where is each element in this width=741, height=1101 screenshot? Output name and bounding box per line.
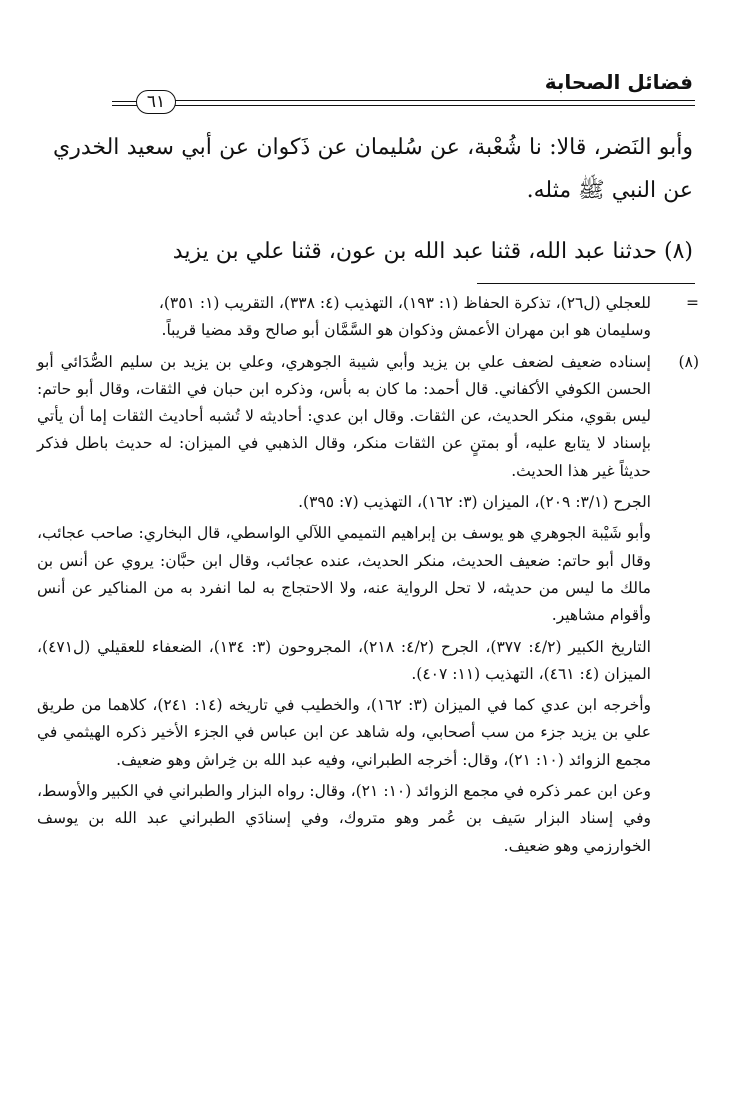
footnote-paragraph: إسناده ضعيف لضعف علي بن يزيد وأبي شيبة الجوهري، وعلي بن يزيد بن سليم الصُّدَائي أبو الحسن الكوفي الأكفاني. قال أحمد: ما كان به بأس، وذكره ابن حبان في الثقات، وقال أبو حاتم: ليس بقوي، منكر الحديث، عن الثقات. وقال ابن عدي: أحاديثه لا تُشبه أحاديث الثقات إما أن يأتي بإسناد لا يتابع عليه، أو بمتنٍ عن الثقات منكر، وقال الذهبي في الميزان: له حديث باطل فذكر حديثاً غير هذا الحديث.	[37, 352, 651, 480]
footnote-marker: =	[686, 294, 699, 312]
footnote-body	[37, 349, 651, 860]
footnote-marker: (٨)	[678, 352, 699, 371]
running-title: فضائل الصحابة	[544, 70, 693, 94]
footnote	[37, 290, 699, 345]
footnote-body	[37, 290, 651, 345]
header-rule	[172, 100, 695, 106]
footnote	[37, 349, 699, 860]
footnote-paragraph: وأخرجه ابن عدي كما في الميزان (٣: ١٦٢)، والخطيب في تاريخه (١٤: ٢٤١)، كلاهما من طريق علي بن يزيد جزء من سب أصحابي، وله شاهد عن ابن عباس في الجزء الأخير ذكره الهيثمي في مجمع الزوائد (١٠: ٢١)، وقال: أخرجه الطبراني، وفيه عبد الله بن خِراش وهو ضعيف.	[37, 696, 652, 769]
main-text	[53, 126, 693, 273]
footnote-paragraph: للعجلي (ل٢٦)، تذكرة الحفاظ (١: ١٩٣)، التهذيب (٤: ٣٣٨)، التقريب (١: ٣٥١)،	[158, 294, 651, 312]
footnote-paragraph: وأبو شَيْبة الجوهري هو يوسف بن إبراهيم التميمي اللآلي الواسطي، قال البخاري: صاحب عجائب، وقال أبو حاتم: ضعيف الحديث، منكر الحديث، عنده عجائب، وقال ابن حبَّان: يروي عن أنس بن مالك ما ليس من حديثه، لا تحل الرواية عنه، ولا الاحتجاج به لما انفرد به من المناكير عن أنس وأقوام مشاهير.	[37, 524, 651, 625]
page-number: ٦١	[136, 90, 176, 114]
header-rule-end	[112, 101, 138, 106]
footnote-paragraph: وسليمان هو ابن مهران الأعمش وذكوان هو السَّمَّان أبو صالح وقد مضيا قريباً.	[161, 321, 651, 340]
footnote-separator	[477, 283, 695, 284]
footnotes	[37, 290, 699, 860]
footnote-paragraph: وعن ابن عمر ذكره في مجمع الزوائد (١٠: ٢١)، وقال: رواه البزار والطبراني في الكبير والأوسط، وفي إسناد البزار سَيف بن عُمر وهو متروك، وفي إسنادَي الطبراني عبد الله بن يوسف الخوارزمي وهو ضعيف.	[37, 782, 652, 855]
main-paragraph: وأبو النَضر، قالا: نا شُعْبة، عن سُليمان عن ذَكوان عن أبي سعيد الخدري عن النبي ﷺ مثله.	[53, 135, 693, 203]
main-paragraph: (٨) حدثنا عبد الله، قثنا عبد الله بن عون، قثنا علي بن يزيد	[172, 239, 693, 264]
footnote-paragraph: الجرح (٣/١: ٢٠٩)، الميزان (٣: ١٦٢)، التهذيب (٧: ٣٩٥).	[298, 493, 651, 512]
footnote-paragraph: التاريخ الكبير (٤/٢: ٣٧٧)، الجرح (٤/٢: ٢١٨)، المجروحون (٣: ١٣٤)، الضعفاء للعقيلي (ل٤٧١)، الميزان (٤: ٤٦١)، التهذيب (١١: ٤٠٧).	[37, 637, 651, 683]
